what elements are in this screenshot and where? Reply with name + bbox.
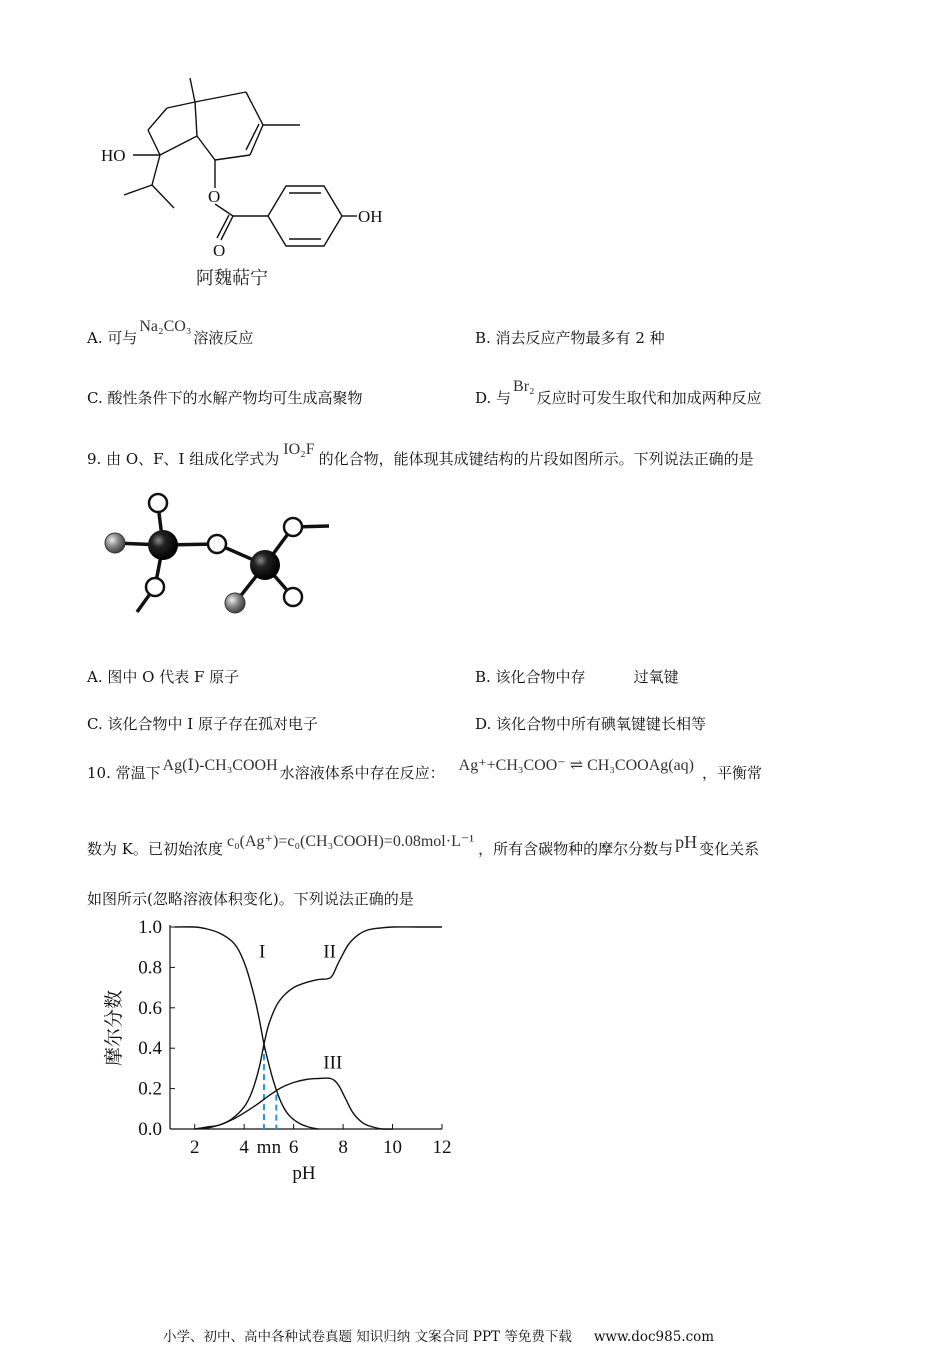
q9-stem: 9. 由 O、F、I 组成化学式为IO₂F的化合物，能体现其成键结构的片段如图所示。下列说法正确的是 [87, 441, 754, 468]
ho-label: HO [101, 146, 126, 165]
x-tick-label: 2 [189, 1137, 200, 1158]
q9-option-c: C. 该化合物中 I 原子存在孤对电子 [87, 715, 318, 733]
oxygen-atom [208, 535, 226, 553]
iodine-atom [250, 550, 280, 580]
x-tick-label: 8 [338, 1137, 348, 1158]
y-tick-label: 0.4 [138, 1038, 162, 1060]
q10-stem-line1: 10. 常温下 Ag(Ⅰ)-CH₃COOH 水溶液体系中存在反应： Ag⁺+CH₃COO⁻ ⇌ CH₃COOAg(aq) ，平衡常 [87, 757, 763, 782]
io2f-ball-stick-model [95, 485, 345, 625]
q10-stem-line2: 数为 K。已初始浓度 c₀(Ag⁺)=c₀(CH₃COOH)=0.08mol·L⁻¹ ，所有含碳物种的摩尔分数与 pH 变化关系 [87, 832, 760, 858]
q8-option-a: A. 可与Na₂CO₃溶液反应 [87, 318, 254, 347]
marker-label-m: m [256, 1137, 272, 1158]
structure-caption: 阿魏萜宁 [196, 268, 268, 289]
oxygen-atom [284, 518, 302, 536]
x-tick-label: 12 [432, 1137, 452, 1158]
x-axis-label: pH [292, 1163, 316, 1184]
afeitening-structure [95, 70, 395, 300]
q8-option-c: C. 酸性条件下的水解产物均可生成高聚物 [87, 389, 363, 407]
oxygen-atom [146, 578, 164, 596]
footer-text: 小学、初中、高中各种试卷真题 知识归纳 文案合同 PPT 等免费下载 [163, 1329, 572, 1345]
q8-option-d: D. 与Br₂反应时可发生取代和加成两种反应 [475, 378, 762, 407]
series-label-I: I [259, 941, 266, 963]
series-label-III: III [323, 1052, 343, 1074]
oxygen-atom [284, 588, 302, 606]
carbonyl-oxygen-label: O [213, 241, 226, 260]
y-tick-label: 0.8 [138, 957, 162, 979]
footer-url[interactable]: www.doc985.com [593, 1329, 715, 1345]
footer [163, 1325, 714, 1345]
fluorine-atom [225, 593, 245, 613]
x-tick-label: 10 [383, 1137, 403, 1158]
q10-stem-line3: 如图所示(忽略溶液体积变化)。下列说法正确的是 [87, 890, 414, 908]
series-label-II: II [323, 941, 336, 963]
x-tick-label: 6 [288, 1137, 299, 1158]
y-tick-label: 0.0 [138, 1119, 162, 1140]
x-tick-label: 4 [239, 1137, 249, 1158]
fluorine-atom [105, 533, 125, 553]
q8-option-b: B. 消去反应产物最多有 2 种 [475, 329, 665, 347]
q9-option-a: A. 图中 O 代表 F 原子 [87, 668, 240, 686]
marker-label-n: n [271, 1137, 282, 1158]
series-curve-I [175, 927, 319, 1129]
series-curve-III [195, 1078, 393, 1129]
iodine-atom [148, 530, 178, 560]
y-tick-label: 1.0 [138, 917, 162, 938]
y-tick-label: 0.6 [138, 997, 162, 1019]
y-axis-label: 摩尔分数 [103, 989, 125, 1067]
y-tick-label: 0.2 [138, 1078, 162, 1100]
series-curve-II [195, 927, 442, 1129]
q9-option-b: B. 该化合物中存 过氧键 [475, 668, 679, 686]
oxygen-atom [149, 494, 167, 512]
oh-label: OH [358, 207, 383, 226]
q9-option-d: D. 该化合物中所有碘氧键键长相等 [475, 715, 707, 733]
mole-fraction-chart [95, 910, 465, 1190]
ester-oxygen-label: O [208, 187, 221, 206]
